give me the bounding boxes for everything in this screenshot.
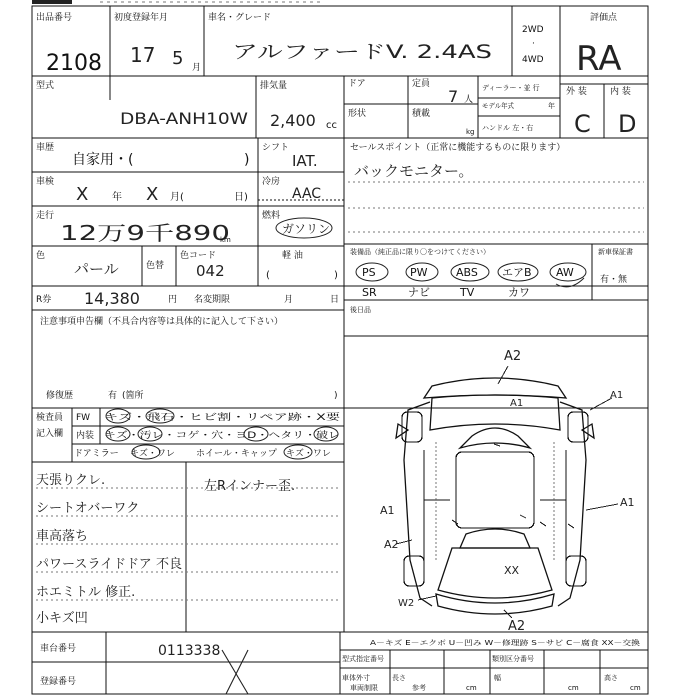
color-value: パール <box>74 260 119 278</box>
model-label: 型式 <box>36 81 55 91</box>
doors-label: ドア <box>348 79 366 89</box>
equip-pw: PW <box>410 266 428 279</box>
recycle-amount: 14,380 <box>84 289 140 308</box>
mark-right-front: A1 <box>610 390 624 401</box>
hood <box>430 395 560 430</box>
wheel-cap-label: ホイール・キャップ <box>196 449 277 459</box>
svg-text:·: · <box>532 39 535 49</box>
form-outer-dim: 車体外寸 <box>342 674 370 682</box>
mileage-label: 走行 <box>36 211 55 221</box>
remark-left-2: シートオバーワク <box>36 501 140 516</box>
equip-aw: AW <box>556 266 574 279</box>
name-grade-label: 車名・グレード <box>208 13 272 23</box>
mark-hood: A1 <box>510 398 524 409</box>
month-unit: 月 <box>192 63 202 73</box>
fw-items: キズ・飛石・ヒビ割・リペア跡・X要 <box>104 413 254 423</box>
new-warranty-label: 新車保証書 <box>598 248 633 256</box>
wheel-cap-items: キズ・ワレ <box>286 449 331 459</box>
form-length-unit: cm <box>466 684 477 692</box>
ac-label: 冷房 <box>262 177 281 187</box>
form-restriction: 車両制限 <box>350 684 378 692</box>
mileage-value: 12万9千890 <box>60 221 230 245</box>
drive-2wd: 2WD <box>522 25 544 35</box>
lot-number: 2108 <box>46 51 102 76</box>
year-unit: 年 <box>112 192 122 203</box>
color-code-value: 042 <box>196 262 225 280</box>
repair-location-close: ) <box>334 391 338 401</box>
notes-label: 注意事項申告欄（不具合内容等は具体的に記入して下さい） <box>40 317 284 327</box>
color-change-label: 色替 <box>146 261 165 271</box>
inspection-month: X <box>146 184 159 205</box>
chassis-label: 車台番号 <box>40 644 77 654</box>
repair-location-label: (箇所 <box>122 391 144 401</box>
drive-4wd: 4WD <box>522 55 544 65</box>
interior-check-label: 内装 <box>76 431 95 441</box>
equip-abs: ABS <box>456 266 478 279</box>
paren-open: ( <box>266 270 270 281</box>
remark-left-1: 天張りクレ. <box>36 473 106 488</box>
equip-airbag: エアB <box>502 266 532 279</box>
paren-close: ) <box>334 270 338 281</box>
load-label: 積載 <box>412 109 431 119</box>
remark-left-6: 小キズ凹 <box>36 611 88 626</box>
displacement-value: 2,400 <box>270 111 316 130</box>
repair-history-value: 有 <box>108 391 118 401</box>
wheel-fr <box>568 412 588 442</box>
equip-navi: ナビ <box>408 286 430 299</box>
form-reference: 参考 <box>412 684 426 692</box>
mark-front: A2 <box>504 349 522 364</box>
selling-points-label: セールスポイント（正常に機能するものに限ります） <box>350 143 566 153</box>
diagram-guides <box>436 442 554 560</box>
form-width-label: 幅 <box>494 674 501 682</box>
car-name-grade: アルファードV. 2.4AS <box>232 41 492 63</box>
capacity-label: 定員 <box>412 79 431 89</box>
remark-right-1: 左Rインナー歪. <box>204 479 296 494</box>
door-mirror-items: キズ・ワレ <box>130 449 175 459</box>
recycle-label: R券 <box>36 295 52 305</box>
diagram-ticks <box>452 444 574 528</box>
cc-unit: cc <box>326 120 337 131</box>
model-year-label: モデル年式 <box>482 102 517 110</box>
repair-history-label: 修復歴 <box>46 391 74 401</box>
wheel-fl <box>402 412 422 442</box>
registration-label: 登録番号 <box>40 677 77 687</box>
kg-unit: kg <box>466 128 475 136</box>
history-value: 自家用・( <box>72 152 134 168</box>
form-width-unit: cm <box>568 684 579 692</box>
mark-right-side: A1 <box>620 496 635 509</box>
remark-left-3: 車高落ち <box>36 529 89 544</box>
wheel-rr <box>566 556 586 586</box>
ac-value: AAC <box>292 186 322 202</box>
mark-tailgate: XX <box>504 564 520 577</box>
equip-tv: TV <box>460 286 475 299</box>
name-change-label: 名変期限 <box>194 295 231 305</box>
rear-bumper <box>436 594 554 614</box>
equip-ps: PS <box>362 266 376 279</box>
diagram-legend: A－キズ E－エクボ U－凹み W－修理跡 S－サビ C－腐食 XX－交換 <box>370 639 585 647</box>
score-value: RA <box>576 39 622 79</box>
lot-number-label: 出品番号 <box>36 13 73 23</box>
form-height-label: 高さ <box>604 674 618 682</box>
dealer-label: ディーラー・並 行 <box>482 84 540 92</box>
inspection-label: 車検 <box>36 177 55 187</box>
capacity-unit: 人 <box>464 95 474 105</box>
name-change-day: 日 <box>330 295 340 305</box>
name-change-month: 月 <box>284 295 294 305</box>
mark-left-side: A1 <box>380 504 395 517</box>
first-reg-label: 初度登録年月 <box>114 13 169 23</box>
history-close: ) <box>244 152 250 168</box>
model-value: DBA-ANH10W <box>120 109 249 128</box>
handle-label: ハンドル 左・右 <box>482 124 534 132</box>
door-mirror-label: ドアミラー <box>74 449 119 459</box>
fuel-value: ガソリン <box>282 222 331 236</box>
month-unit: 月( <box>170 192 184 203</box>
chassis-cross-mark <box>222 650 248 694</box>
recycle-unit: 円 <box>168 295 178 305</box>
interior-grade: D <box>618 110 637 138</box>
equip-sr: SR <box>362 286 377 299</box>
mark-rear-corner: W2 <box>398 598 415 609</box>
light-oil-label: 軽 油 <box>282 251 303 261</box>
shift-value: IAT. <box>292 152 318 170</box>
tailgate <box>438 548 552 598</box>
shift-label: シフト <box>262 143 290 153</box>
score-label: 評価点 <box>590 13 618 23</box>
mark-rear: A2 <box>508 619 526 634</box>
km-unit: km <box>220 236 231 244</box>
capacity-value: 7 <box>448 87 459 106</box>
interior-check-items: キズ・汚レ・コゲ・穴・ヨD・ヘタリ・破レ <box>104 431 282 441</box>
fuel-label: 燃料 <box>262 211 281 221</box>
first-reg-year: 17 <box>130 43 156 67</box>
fw-label: FW <box>76 413 91 423</box>
mark-left-rear: A2 <box>384 538 399 551</box>
year-unit: 年 <box>548 102 555 110</box>
checker-label-2: 記入欄 <box>36 429 64 439</box>
form-height-unit: cm <box>630 684 641 692</box>
selling-points-value: バックモニター。 <box>354 162 474 180</box>
after-items-label: 後日品 <box>350 306 371 314</box>
exterior-grade: C <box>574 110 591 138</box>
first-reg-month: 5 <box>172 48 184 69</box>
scan-edge <box>32 0 72 4</box>
equipment-label: 装備品（純正品に限り〇をつけてください） <box>350 248 490 256</box>
form-type-number: 型式指定番号 <box>342 655 384 663</box>
form-length-label: 長さ <box>392 674 406 682</box>
history-label: 車歴 <box>36 143 55 153</box>
color-code-label: 色コード <box>180 251 217 261</box>
new-warranty-values: 有・無 <box>600 275 628 285</box>
right-side <box>558 402 586 606</box>
interior-label: 内 装 <box>610 87 631 97</box>
displacement-label: 排気量 <box>260 81 288 91</box>
chassis-value: 0113338 <box>158 643 221 659</box>
left-side <box>404 402 432 606</box>
day-unit: 日) <box>234 192 248 203</box>
windshield <box>460 428 530 448</box>
equip-kawa: カワ <box>508 286 530 299</box>
exterior-label: 外 装 <box>566 87 587 97</box>
remark-left-4: パワースライドドア 不良 <box>36 557 182 572</box>
shape-label: 形状 <box>348 109 367 119</box>
rear-glass <box>460 529 530 548</box>
inspection-year: X <box>76 184 89 205</box>
color-label: 色 <box>36 251 46 261</box>
car-diagram <box>396 378 594 614</box>
checker-label-1: 検査員 <box>36 413 64 423</box>
wheel-rl <box>404 556 424 586</box>
remark-left-5: ホエミトル 修正. <box>36 585 136 600</box>
form-class-number: 類別区分番号 <box>492 655 534 663</box>
